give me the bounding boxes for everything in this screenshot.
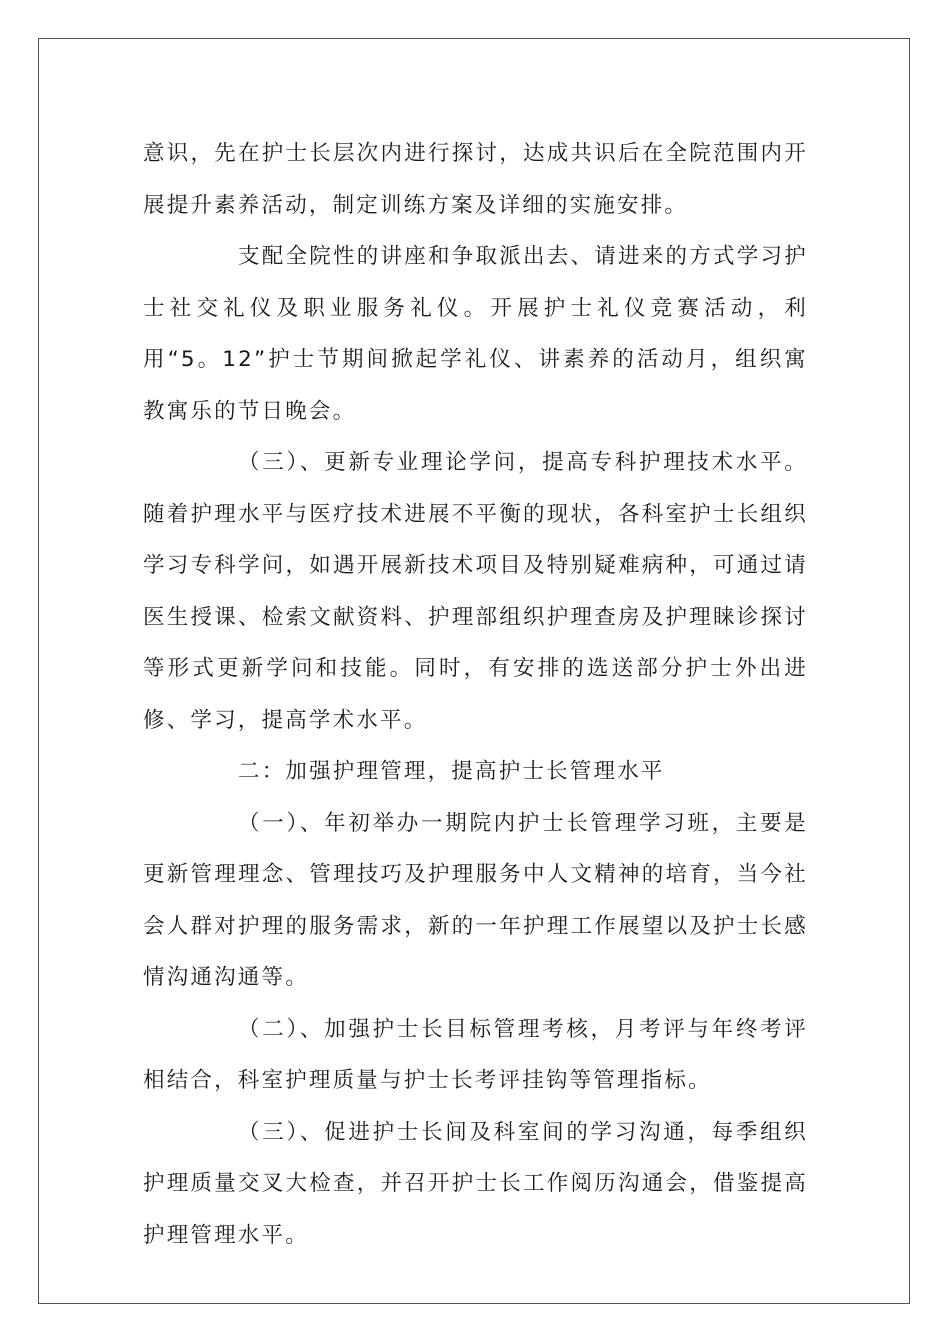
section-heading-management: 二：加强护理管理，提高护士长管理水平 — [238, 759, 665, 784]
paragraph-training-class: （一）、年初举办一期院内护士长管理学习班，主要是更新管理理念、管理技巧及护理服务中人文精神的培育，当今社会人群对护理的服务需求，新的一年护理工作展望以及护士长感情沟通沟通等。 — [143, 810, 808, 990]
paragraph-exchange-inspection: （三）、促进护士长间及科室间的学习沟通，每季组织护理质量交叉大检查，并召开护士长工作阅历沟通会，借鉴提高护理管理水平。 — [143, 1119, 808, 1248]
paragraph-continuation: 意识，先在护士长层次内进行探讨，达成共识后在全院范围内开展提升素养活动，制定训练方案及详细的实施安排。 — [143, 141, 808, 218]
document-body — [143, 128, 808, 1261]
paragraph-professional-knowledge: （三）、更新专业理论学问，提高专科护理技术水平。随着护理水平与医疗技术进展不平衡的现状，各科室护士长组织学习专科学问，如遇开展新技术项目及特别疑难病种，可通过请医生授课、检索文献资料、护理部组织护理查房及护理睐诊探讨等形式更新学问和技能。同时，有安排的选送部分护士外出进修、学习，提高学术水平。 — [143, 450, 808, 733]
paragraph-etiquette-training: 支配全院性的讲座和争取派出去、请进来的方式学习护士社交礼仪及职业服务礼仪。开展护士礼仪竞赛活动，利用“5。12”护士节期间掀起学礼仪、讲素养的活动月，组织寓教寓乐的节日晚会。 — [143, 244, 808, 424]
paragraph-target-assessment: （二）、加强护士长目标管理考核，月考评与年终考评相结合，科室护理质量与护士长考评挂钩等管理指标。 — [143, 1016, 808, 1093]
